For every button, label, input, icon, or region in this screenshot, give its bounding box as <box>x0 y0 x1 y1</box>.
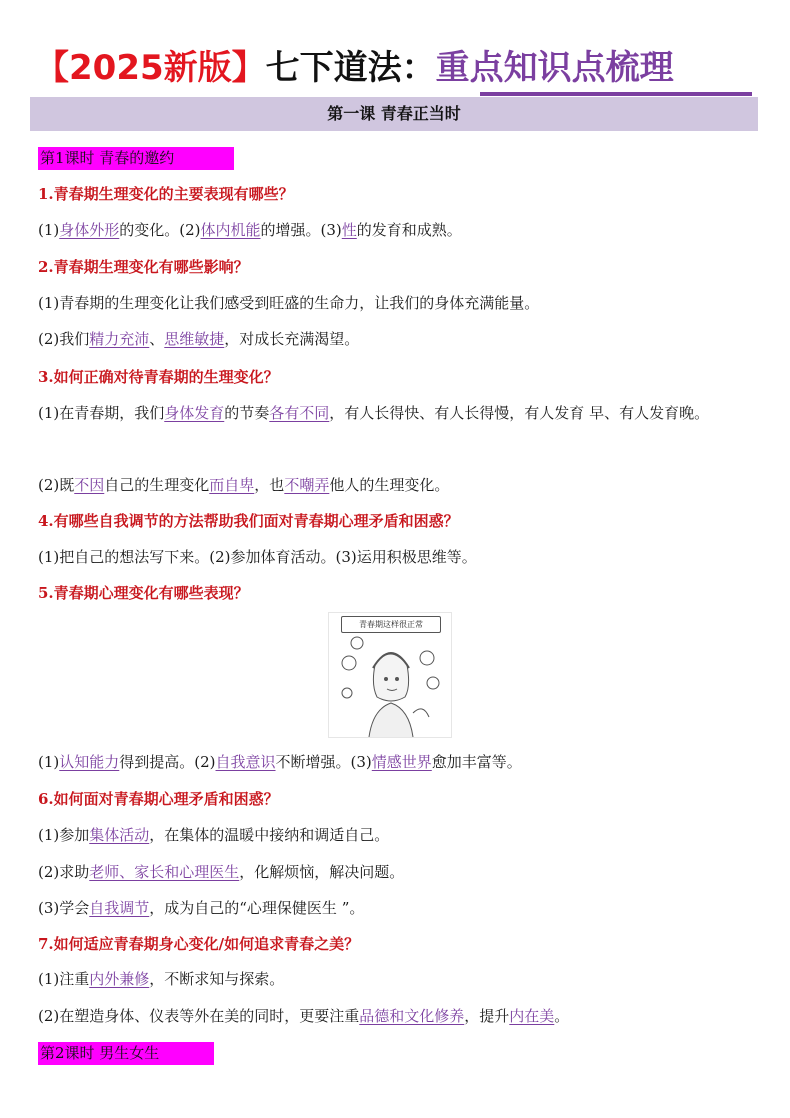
answer-6-line-3 <box>38 897 364 919</box>
keyword: 认知能力 <box>59 753 120 771</box>
answer-text: 、 <box>149 330 165 348</box>
answer-text: 自己的生理变化 <box>104 476 210 494</box>
answer-text: (2)我们 <box>38 330 90 348</box>
title-topic: 重点知识点梳理 <box>435 48 674 88</box>
answer-text: ，也 <box>254 476 285 494</box>
title-edition: 【2025新版】 <box>35 48 266 88</box>
answer-7-line-2 <box>38 1005 569 1027</box>
question-2: 2.青春期生理变化有哪些影响？ <box>38 258 249 276</box>
answer-6-line-1 <box>38 824 389 846</box>
answer-text: ，对成长充满渴望。 <box>224 330 360 348</box>
title-underline <box>480 92 752 96</box>
answer-text: (2)既 <box>38 476 75 494</box>
document-title <box>35 38 765 98</box>
keyword: 自我意识 <box>215 753 276 771</box>
answer-3-line-2 <box>38 474 449 496</box>
illustration-caption: 青春期这样很正常 <box>341 616 441 633</box>
keyword: 各有不同 <box>269 404 330 422</box>
keyword: 自我调节 <box>89 899 150 917</box>
answer-text: (1)参加 <box>38 826 90 844</box>
illustration-girl-thinking <box>328 612 452 738</box>
keyword: 老师、家长和心理医生 <box>89 863 240 881</box>
keyword: 身体发育 <box>164 404 225 422</box>
answer-text: (1) <box>38 221 60 239</box>
keyword: 精力充沛 <box>89 330 150 348</box>
question-3: 3.如何正确对待青春期的生理变化？ <box>38 368 279 386</box>
keyword: 性 <box>341 221 357 239</box>
keyword: 内在美 <box>509 1007 555 1025</box>
answer-3-line-1 <box>38 398 753 428</box>
keyword: 情感世界 <box>371 753 432 771</box>
answer-text: ，化解烦恼，解决问题。 <box>239 863 405 881</box>
answer-5 <box>38 751 522 773</box>
answer-text: 的发育和成熟。 <box>356 221 462 239</box>
answer-2-line-2 <box>38 328 359 350</box>
keyword: 身体外形 <box>59 221 120 239</box>
answer-text: 不断增强。(3) <box>275 753 372 771</box>
answer-1 <box>38 219 462 241</box>
keyword: 内外兼修 <box>89 970 150 988</box>
answer-text: 的变化。(2) <box>119 221 201 239</box>
answer-text: (2)求助 <box>38 863 90 881</box>
answer-2-line-1: (1)青春期的生理变化让我们感受到旺盛的生命力，让我们的身体充满能量。 <box>38 294 540 312</box>
answer-text: 的节奏 <box>224 404 270 422</box>
answer-text: ，在集体的温暖中接纳和调适自己。 <box>149 826 390 844</box>
keyword: 体内机能 <box>200 221 261 239</box>
session-heading-1: 第1课时 青春的邀约 <box>38 147 234 170</box>
answer-text: 他人的生理变化。 <box>329 476 450 494</box>
answer-text: 的增强。(3) <box>260 221 342 239</box>
answer-text: ，不断求知与探索。 <box>149 970 285 988</box>
keyword: 而自卑 <box>209 476 255 494</box>
answer-text: ，提升 <box>464 1007 510 1025</box>
question-5: 5.青春期心理变化有哪些表现？ <box>38 584 249 602</box>
lesson-heading: 第一课 青春正当时 <box>30 97 758 131</box>
answer-text: (1)在青春期，我们 <box>38 404 165 422</box>
question-7: 7.如何适应青春期身心变化/如何追求青春之美？ <box>38 935 360 953</box>
answer-text: (3)学会 <box>38 899 90 917</box>
title-subject: 七下道法： <box>265 48 436 88</box>
answer-6-line-2 <box>38 861 404 883</box>
keyword: 不因 <box>74 476 105 494</box>
keyword: 不嘲弄 <box>284 476 330 494</box>
answer-4: (1)把自己的想法写下来。(2)参加体育活动。(3)运用积极思维等。 <box>38 548 477 566</box>
question-1: 1.青春期生理变化的主要表现有哪些？ <box>38 185 294 203</box>
answer-text: 。 <box>554 1007 570 1025</box>
keyword: 品德和文化修养 <box>359 1007 465 1025</box>
answer-text: 得到提高。(2) <box>119 753 216 771</box>
answer-text: (1) <box>38 753 60 771</box>
keyword: 集体活动 <box>89 826 150 844</box>
answer-text: (1)注重 <box>38 970 90 988</box>
session-heading-2: 第2课时 男生女生 <box>38 1042 214 1065</box>
question-4: 4.有哪些自我调节的方法帮助我们面对青春期心理矛盾和困惑？ <box>38 512 459 530</box>
question-6: 6.如何面对青春期心理矛盾和困惑？ <box>38 790 279 808</box>
answer-text: (2)在塑造身体、仪表等外在美的同时，更要注重 <box>38 1007 360 1025</box>
answer-text: 愈加丰富等。 <box>431 753 522 771</box>
answer-text: ，有人长得快、有人长得慢，有人发育 早、有人发育晚。 <box>329 404 710 422</box>
keyword: 思维敏捷 <box>164 330 225 348</box>
answer-text: ，成为自己的“心理保健医生 ”。 <box>149 899 365 917</box>
answer-7-line-1 <box>38 968 284 990</box>
